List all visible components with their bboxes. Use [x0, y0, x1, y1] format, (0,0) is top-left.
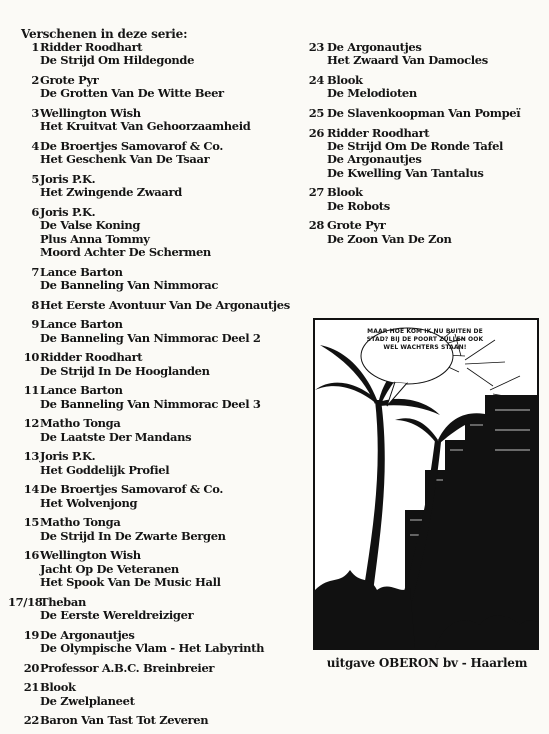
album-title: Het Wolvenjong — [40, 495, 138, 510]
series-number: 5 — [31, 172, 39, 186]
album-title: De Banneling Van Nimmorac — [40, 278, 218, 293]
series-title: Blook — [327, 185, 363, 200]
album-title: Plus Anna Tommy — [40, 231, 150, 246]
series-number: 7 — [31, 264, 39, 279]
series-entry — [8, 107, 298, 134]
series-number: 6 — [31, 205, 39, 219]
album-title: De Valse Koning — [40, 218, 141, 233]
album-title: De Robots — [327, 198, 390, 213]
series-title: Grote Pyr — [327, 218, 386, 233]
series-number: 1 — [31, 40, 39, 54]
series-number: 27 — [308, 185, 324, 200]
series-title: Lance Barton — [40, 317, 123, 332]
series-title: Joris P.K. — [40, 172, 96, 186]
series-title: Ridder Roodhart — [327, 125, 430, 140]
album-title: De Banneling Van Nimmorac Deel 2 — [40, 330, 261, 345]
series-title: De Broertjes Samovarof & Co. — [40, 139, 224, 153]
series-number: 26 — [308, 125, 324, 140]
series-entry — [8, 549, 298, 589]
series-number: 2 — [31, 73, 39, 87]
series-list-right — [305, 41, 545, 252]
series-number: 21 — [23, 680, 39, 695]
series-title: Matho Tonga — [40, 515, 121, 530]
series-title: Ridder Roodhart — [40, 350, 143, 365]
jungle-night-scene — [315, 320, 537, 648]
series-heading: Verschenen in deze serie: — [21, 27, 188, 41]
album-title: Moord Achter De Schermen — [40, 245, 211, 260]
series-title: Blook — [40, 680, 76, 695]
series-title: Theban — [40, 594, 86, 609]
series-entry — [305, 41, 545, 68]
album-title: Het Zwaard Van Damocles — [327, 53, 488, 68]
album-title: De Strijd In De Zwarte Bergen — [40, 528, 226, 543]
album-title: Jacht Op De Veteranen — [40, 561, 179, 576]
series-title: Joris P.K. — [40, 205, 96, 219]
series-number: 11 — [23, 383, 39, 398]
series-number: 3 — [31, 106, 39, 120]
album-title: De Strijd Om De Ronde Tafel — [327, 139, 504, 153]
series-number: 25 — [308, 106, 324, 120]
series-entry — [8, 266, 298, 293]
speech-balloon-text: MAAR HOE KOM IK NU BUITEN DE STAD? BIJ DE POORT ZULLEN OOK WEL WACHTERS STAAN! — [366, 328, 484, 351]
series-title: Professor A.B.C. Breinbreier — [40, 660, 215, 675]
album-title: Het Kruitvat Van Gehoorzaamheid — [40, 119, 251, 134]
series-title: Joris P.K. — [40, 449, 96, 464]
series-number: 22 — [23, 713, 39, 728]
series-number: 19 — [23, 627, 39, 642]
series-entry — [305, 219, 545, 246]
album-title: Het Zwingende Zwaard — [40, 185, 182, 200]
album-title: Het Goddelijk Profiel — [40, 462, 170, 477]
series-entry — [8, 74, 298, 101]
series-entry — [8, 417, 298, 444]
series-number: 10 — [23, 350, 39, 365]
album-title: De Grotten Van De Witte Beer — [40, 86, 224, 101]
series-number: 14 — [23, 482, 39, 497]
series-entry — [8, 384, 298, 411]
series-title: Wellington Wish — [40, 106, 141, 120]
series-number: 16 — [23, 548, 39, 563]
series-number: 17/18 — [8, 594, 43, 609]
series-entry — [8, 173, 298, 200]
series-entry — [8, 596, 298, 623]
series-number: 4 — [31, 139, 39, 153]
series-entry — [305, 186, 545, 213]
series-title: De Broertjes Samovarof & Co. — [40, 482, 224, 497]
publisher-line: uitgave OBERON bv - Haarlem — [326, 656, 528, 670]
series-number: 15 — [23, 515, 39, 530]
series-number: 9 — [31, 317, 39, 332]
series-number: 23 — [308, 40, 324, 54]
album-title: De Strijd Om Hildegonde — [40, 53, 195, 68]
album-title: De Strijd In De Hooglanden — [40, 363, 210, 378]
series-entry — [8, 299, 298, 312]
album-title: De Banneling Van Nimmorac Deel 3 — [40, 396, 261, 411]
series-number: 13 — [23, 449, 39, 464]
series-number: 12 — [23, 416, 39, 431]
series-entry — [8, 206, 298, 260]
series-entry — [8, 681, 298, 708]
album-title: Het Spook Van De Music Hall — [40, 575, 221, 590]
series-entry — [305, 127, 545, 181]
comic-panel-illustration — [313, 318, 539, 650]
series-title: Matho Tonga — [40, 416, 121, 431]
album-title: Het Geschenk Van De Tsaar — [40, 152, 210, 167]
series-entry — [8, 140, 298, 167]
series-entry — [8, 318, 298, 345]
series-title: Grote Pyr — [40, 73, 99, 87]
series-number: 24 — [308, 73, 324, 87]
series-title: Blook — [327, 73, 363, 87]
series-entry — [8, 351, 298, 378]
series-title: De Argonautjes — [327, 40, 422, 54]
series-title: Ridder Roodhart — [40, 40, 143, 54]
series-title: Het Eerste Avontuur Van De Argonautjes — [40, 297, 290, 312]
series-entry — [8, 516, 298, 543]
series-entry — [305, 107, 545, 120]
series-entry — [8, 450, 298, 477]
series-title: Baron Van Tast Tot Zeveren — [40, 713, 209, 728]
series-entry — [8, 41, 298, 68]
series-number: 20 — [23, 660, 39, 675]
series-number: 28 — [308, 218, 324, 233]
series-entry — [8, 629, 298, 656]
series-entry — [8, 662, 298, 675]
album-title: De Argonautjes — [327, 152, 422, 167]
album-title: De Melodioten — [327, 86, 417, 101]
series-entry — [305, 74, 545, 101]
series-entry — [8, 714, 298, 727]
series-title: Lance Barton — [40, 264, 123, 279]
album-title: De Zwelplaneet — [40, 693, 135, 708]
series-entry — [8, 483, 298, 510]
series-title: Lance Barton — [40, 383, 123, 398]
series-list-left — [8, 41, 298, 734]
series-title: Wellington Wish — [40, 548, 141, 563]
album-title: De Eerste Wereldreiziger — [40, 608, 194, 623]
album-title: De Kwelling Van Tantalus — [327, 165, 484, 180]
series-title: De Argonautjes — [40, 627, 135, 642]
album-title: De Laatste Der Mandans — [40, 429, 192, 444]
series-title: De Slavenkoopman Van Pompeï — [327, 106, 521, 120]
album-title: De Olympische Vlam - Het Labyrinth — [40, 641, 265, 656]
series-number: 8 — [31, 297, 39, 312]
album-title: De Zoon Van De Zon — [327, 231, 452, 246]
